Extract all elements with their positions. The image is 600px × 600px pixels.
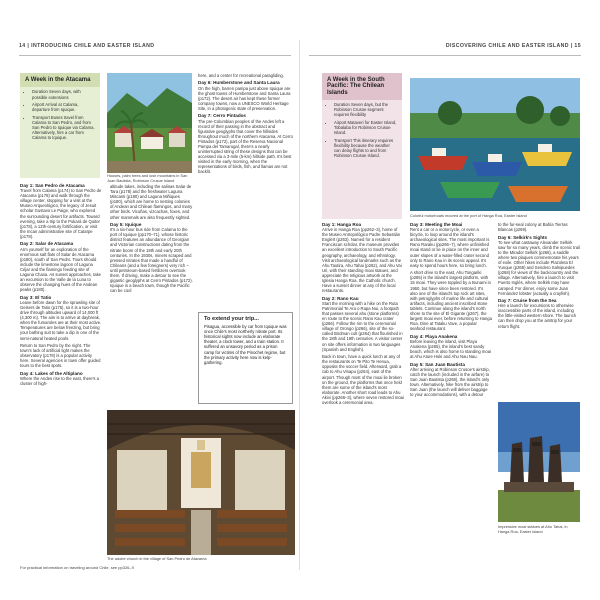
column-g-intro: to the fur-seal colony at Bahía Tierras Blancas (p269). (498, 222, 568, 233)
column-b-intro: altitude lakes, including the salinas Salar de Tara (p178) and the freshwater Laguna Miscanti (p180) and Laguna Miñiques (p180), which are home to nesting colonies of Andean and Chilean flamingos, and many other birds. Vicuñas, vizcachas, foxes, and other mammals are also frequently sighted. (110, 184, 193, 220)
caption-san-juan-bautista: Houses, palm trees and lush mountains in San Juan Bautista, Robinson Crusoe Island (107, 173, 188, 183)
caption-ahu-tahai-moai: Impressive moai statues at Ahu Tahai, in Hanga Roa, Easter Island (498, 524, 568, 534)
atacama-box-airport: • Airport Arrival at Calama, departure from Iquique. (32, 102, 95, 112)
south-box-list (322, 100, 402, 165)
south-box-transport: • Transport This itinerary requires flexibility because the weather can delay flights to and from Robinson Crusoe Island. (334, 138, 397, 158)
column-e (322, 222, 404, 407)
day6-text: On the high, barren pampa just above Iquique are the ghost towns of Humberstone and Santa Laura (p172). The desert air has kept these former company towns, now a UNESCO World Heritage Site, in a photogenic state of preservation. (198, 85, 291, 111)
atacama-box-title: A Week in the Atacama (20, 73, 100, 87)
column-c (198, 73, 293, 177)
day3-text: Leave before dawn for the sprawling site of Geisers de Tatio (p175), so it is a two-hour drive through altitudes upward of 14,000 ft (4,300 m). The aim is to arrive at daybreak, when the fumaroles are at their most active. Temperatures are below freezing, but bring your bathing suit to take a dip in one of the semi-natural heated pools. (20, 299, 102, 341)
practical-info-footer: For practical information on traveling around Chile, see pp326–9 (20, 565, 134, 570)
extend-trip-title: To extend your trip... (204, 316, 259, 322)
column-g (498, 222, 580, 331)
extend-trip-text: Pisagua, accessible by car from Iquique was once Chile's most northerly nitrate port. Its historical sights now include an elaborate theater, a clock tower, and a train station. It suffered an unsavory period as a prison camp for victims of the Pinochet regime, but the primary activity here now is kelp-gathering. (204, 324, 287, 365)
south-box-title: A Week in the South Pacific: The Chilean Islands (322, 73, 402, 100)
sp-day3-heading: Day 3: Meeting the Moai (410, 222, 463, 227)
sp-day1-text: Arrive in Hanga Roa (pp262–3), home of the Museo Antropológico Padre Sebastián Englert (p263). Named for a resident Franciscan scholar, the museum provides an excellent introduction to South Pacific geography, archaeology, and ethnology. Visit archaeological landmarks such as the Ahu Tautira, Ahu Tahai (p262), and Ahu Vai Uri, with their standing moai statues, and appreciate the religious artwork at the Iglesia Hanga Roa, the Catholic church. Have a sunset dinner at any of the local restaurants. (322, 227, 402, 294)
day3-heading: Day 3: El Tatio (20, 294, 52, 300)
south-pacific-itinerary-box (322, 73, 402, 219)
day5-text: It's a six-hour bus ride from Calama to the port of Iquique (pp170–71), whose historic district features an abundance of Georgian and Victorian constructions dating from the nitrate boom of the 19th and early 20th centuries. In the 1930s, miners scraped and pressed nitrates that made a handful of Chileans (and a few foreigners) very rich – until petroleum-based fertilizers overtook them. If driving, make a detour to see the gigantic geoglyphs at Cerro Pintados (p172). Iquique is a beach town, though the Pacific can be cool (110, 227, 193, 294)
day6-heading: Day 6: Humberstone and Santa Laura (198, 80, 280, 86)
day5-heading: Day 5: Iquique (110, 222, 142, 228)
photo-san-pedro-church (107, 410, 295, 555)
atacama-box-list (20, 87, 100, 147)
sp-day3-text-continued: A short drive to the east, Ahu Tongariki (p265) is the island's largest platform, with 15 moai. They were toppled by a tsunami in 1960, but have since been restored. It's also one of the island's top rock art sites, with petroglyphs of marine life and cultural artifacts, including ancient inscribed stone tablets. Continue along the island's north shore to the site of El Gigante (p267), the largest moai ever, before returning to Hanga Roa. Dine at Tataku Vave, a popular seafood restaurant. (410, 270, 492, 332)
atacama-box-transport: • Transport Buses travel from Calama to San Pedro, and from San Pedro to Iquique via Calama. Alternatively, hire a car from Calama to Iquique. (32, 115, 95, 140)
south-box-airport: • Airport Mataveri for Easter Island, Tobalaba for Robinson Crusoe Island. (334, 120, 397, 135)
column-f (410, 222, 492, 400)
sp-day5-heading: Day 5: San Juan Bautista (410, 361, 465, 367)
column-a (20, 183, 102, 389)
caption-san-pedro-church: The adobe church in the village of San Pedro de Atacama (107, 556, 207, 561)
day4-heading: Day 4: Lakes of the Altiplano (20, 370, 83, 376)
sp-day7-heading: Day 7: Cruise from the Sea (498, 298, 557, 304)
day3-text-continued: Return to San Pedro by the night. The town's lack of artificial light makes the observatory (p178) is a popular activity here. Several agencies in town offer guided tours to the best spots. (20, 342, 101, 369)
atacama-box-duration: • Duration Seven days, with possible extensions (32, 89, 95, 99)
south-box-duration: • Duration Seven days, but the Robinson Crusoe segment requires flexibility (334, 102, 397, 117)
photo-hanga-roa-boats (410, 78, 580, 211)
day1-text: Travel from Calama (p174) to San Pedro de Atacama (p178) and walk through the village center, stopping for a visit at the Museo Arqueológico, the legacy of Jesuit scholar Gustavo Le Paige, who explored the surrounding desert for artifacts. Toward evening, take a trip to the Pukará de Quitor (p178), a 12th-century fortification, or visit the Incan administrative site of Catarpe (p178). (20, 188, 102, 239)
sp-day7-text: Hire a launch for excursions to otherwise inaccessible parts of the island, including the little-visited western shore. The launch can then drop you at the airstrip for your return flight. (498, 303, 577, 329)
sp-day3-text: Rent a car or a motorcycle, or even a bicycle, to loop around the island's archaeological sites. The most important is Rano Raraku (pp266–7), where unfinished moai stand or lie in place on the inner and outer slopes of a water-filled crater second only to Rano Kau in its scenic appeal. It's easy to spend hours here, so bring lunch. (410, 227, 490, 268)
day7-text: The pre-Columbian peoples of the Andes left a record of their passing in the abstract and figurative geoglyphs that cover the hillsides throughout much of the northern Atacama. At Cerro Pintados (p172), part of the Reserva Nacional Pampa del Tamarugal, there's a nearly uninterrupted string of these designs that can be accessed via a 3-mile (5-km) hillside path. It's best visited in the early morning, when the representations of birds, fish, and llamas are not backlit. (198, 118, 293, 175)
photo-san-juan-bautista (107, 73, 192, 173)
day2-heading: Day 2: Salar de Atacama (20, 241, 74, 247)
column-b (110, 184, 194, 296)
right-page-header: DISCOVERING CHILE AND EASTER ISLAND | 15 (445, 43, 581, 49)
column-c-intro: here, and a center for recreational paragliding. (198, 73, 284, 78)
day1-heading: Day 1: San Pedro de Atacama (20, 183, 85, 188)
sp-day6-heading: Day 6: Selkirk's Sights (498, 234, 548, 240)
atacama-itinerary-box (20, 73, 100, 178)
right-header-rule (309, 55, 581, 56)
sp-day6-text: To see what castaway Alexander Selkirk saw for so many years, climb the scenic trail to the Mirador Selkirk (p268), a saddle where two plaques commemorate his years of exile. Other hikes include Plazoleta El Yunque (p268) and Sendero Salsipuedes (p268) for views of the backcountry and the village. Alternatively, hire a launch to visit Puerto Inglés, where Selkirk may have camped. For dinner, enjoy some Juan Fernández lobster (actually a crayfish). (498, 239, 580, 296)
left-header-rule (19, 55, 291, 56)
day4-text: Where the Andes rise to the east, there's a cluster of high- (20, 375, 100, 387)
sp-day2-heading: Day 2: Rano Kau (322, 295, 359, 301)
photo-ahu-tahai-moai (498, 402, 580, 522)
sp-day4-text: Before leaving the island, visit Playa Anakena (p265), the island's best sandy beach, which is also home to standing moai at Ahu Ature Huki and Ahu Nau Nau. (410, 338, 492, 360)
sp-day5-text: After arriving at Robinson Crusoe's airstrip, catch the launch (included in the airfare) to San Juan Bautista (p268), the island's only town. Alternatively, hike from the airstrip to San Juan (the launch will deliver baggage to your accommodations), with a detour (410, 366, 490, 398)
sp-day1-heading: Day 1: Hanga Roa (322, 222, 362, 227)
day2-text: Arm yourself for an exploration of the enormous salt flats of Salar de Atacama (p180), south of San Pedro. Tours should include the limestone lagoon of Laguna Céjar and the flamingo feeding site of Laguna Chaxa. As sunset approaches, take an excursion to the Valle de la Luna to observe the changing hues of the Andean peaks (p180). (20, 246, 102, 293)
caption-hanga-roa-boats: Colorful motorboats moored at the port of Hanga Roa, Easter Island (410, 213, 527, 218)
extend-trip-callout (198, 312, 293, 404)
day7-heading: Day 7: Cerro Pintados (198, 113, 246, 119)
sp-day2-text-continued: Back in town, have a quick lunch at any of the restaurants on Te Pito Te Henua, opposite the soccer field. Afterward, grab a cab to Ahu Vinapu (p264), east of the airport. Though most of the moai lie broken on the ground, the platforms that once held them are some of the island's most elaborate. Another short road leads to Ahu Akivi (pp266–3), where seven restored moai overlook a ceremonial area. (322, 354, 404, 405)
page-gutter (299, 40, 300, 570)
left-page-header: 14 | INTRODUCING CHILE AND EASTER ISLAND (19, 43, 155, 49)
sp-day2-text: Start the morning with a hike on the Ruta Patrimonial Te Ara o Rapa Nui, a footpath that passes several ahu (stone platforms) en route to the scenic Rano Kau crater (p266). Follow the rim to the ceremonial village of Orongo (p266), site of the so-called Birdman cult (p264) that flourished in the 18th and 19th centuries. A visitor center on site offers information in two languages (Spanish and English). (322, 300, 403, 352)
sp-day4-heading: Day 4: Playa Anakena (410, 333, 458, 339)
